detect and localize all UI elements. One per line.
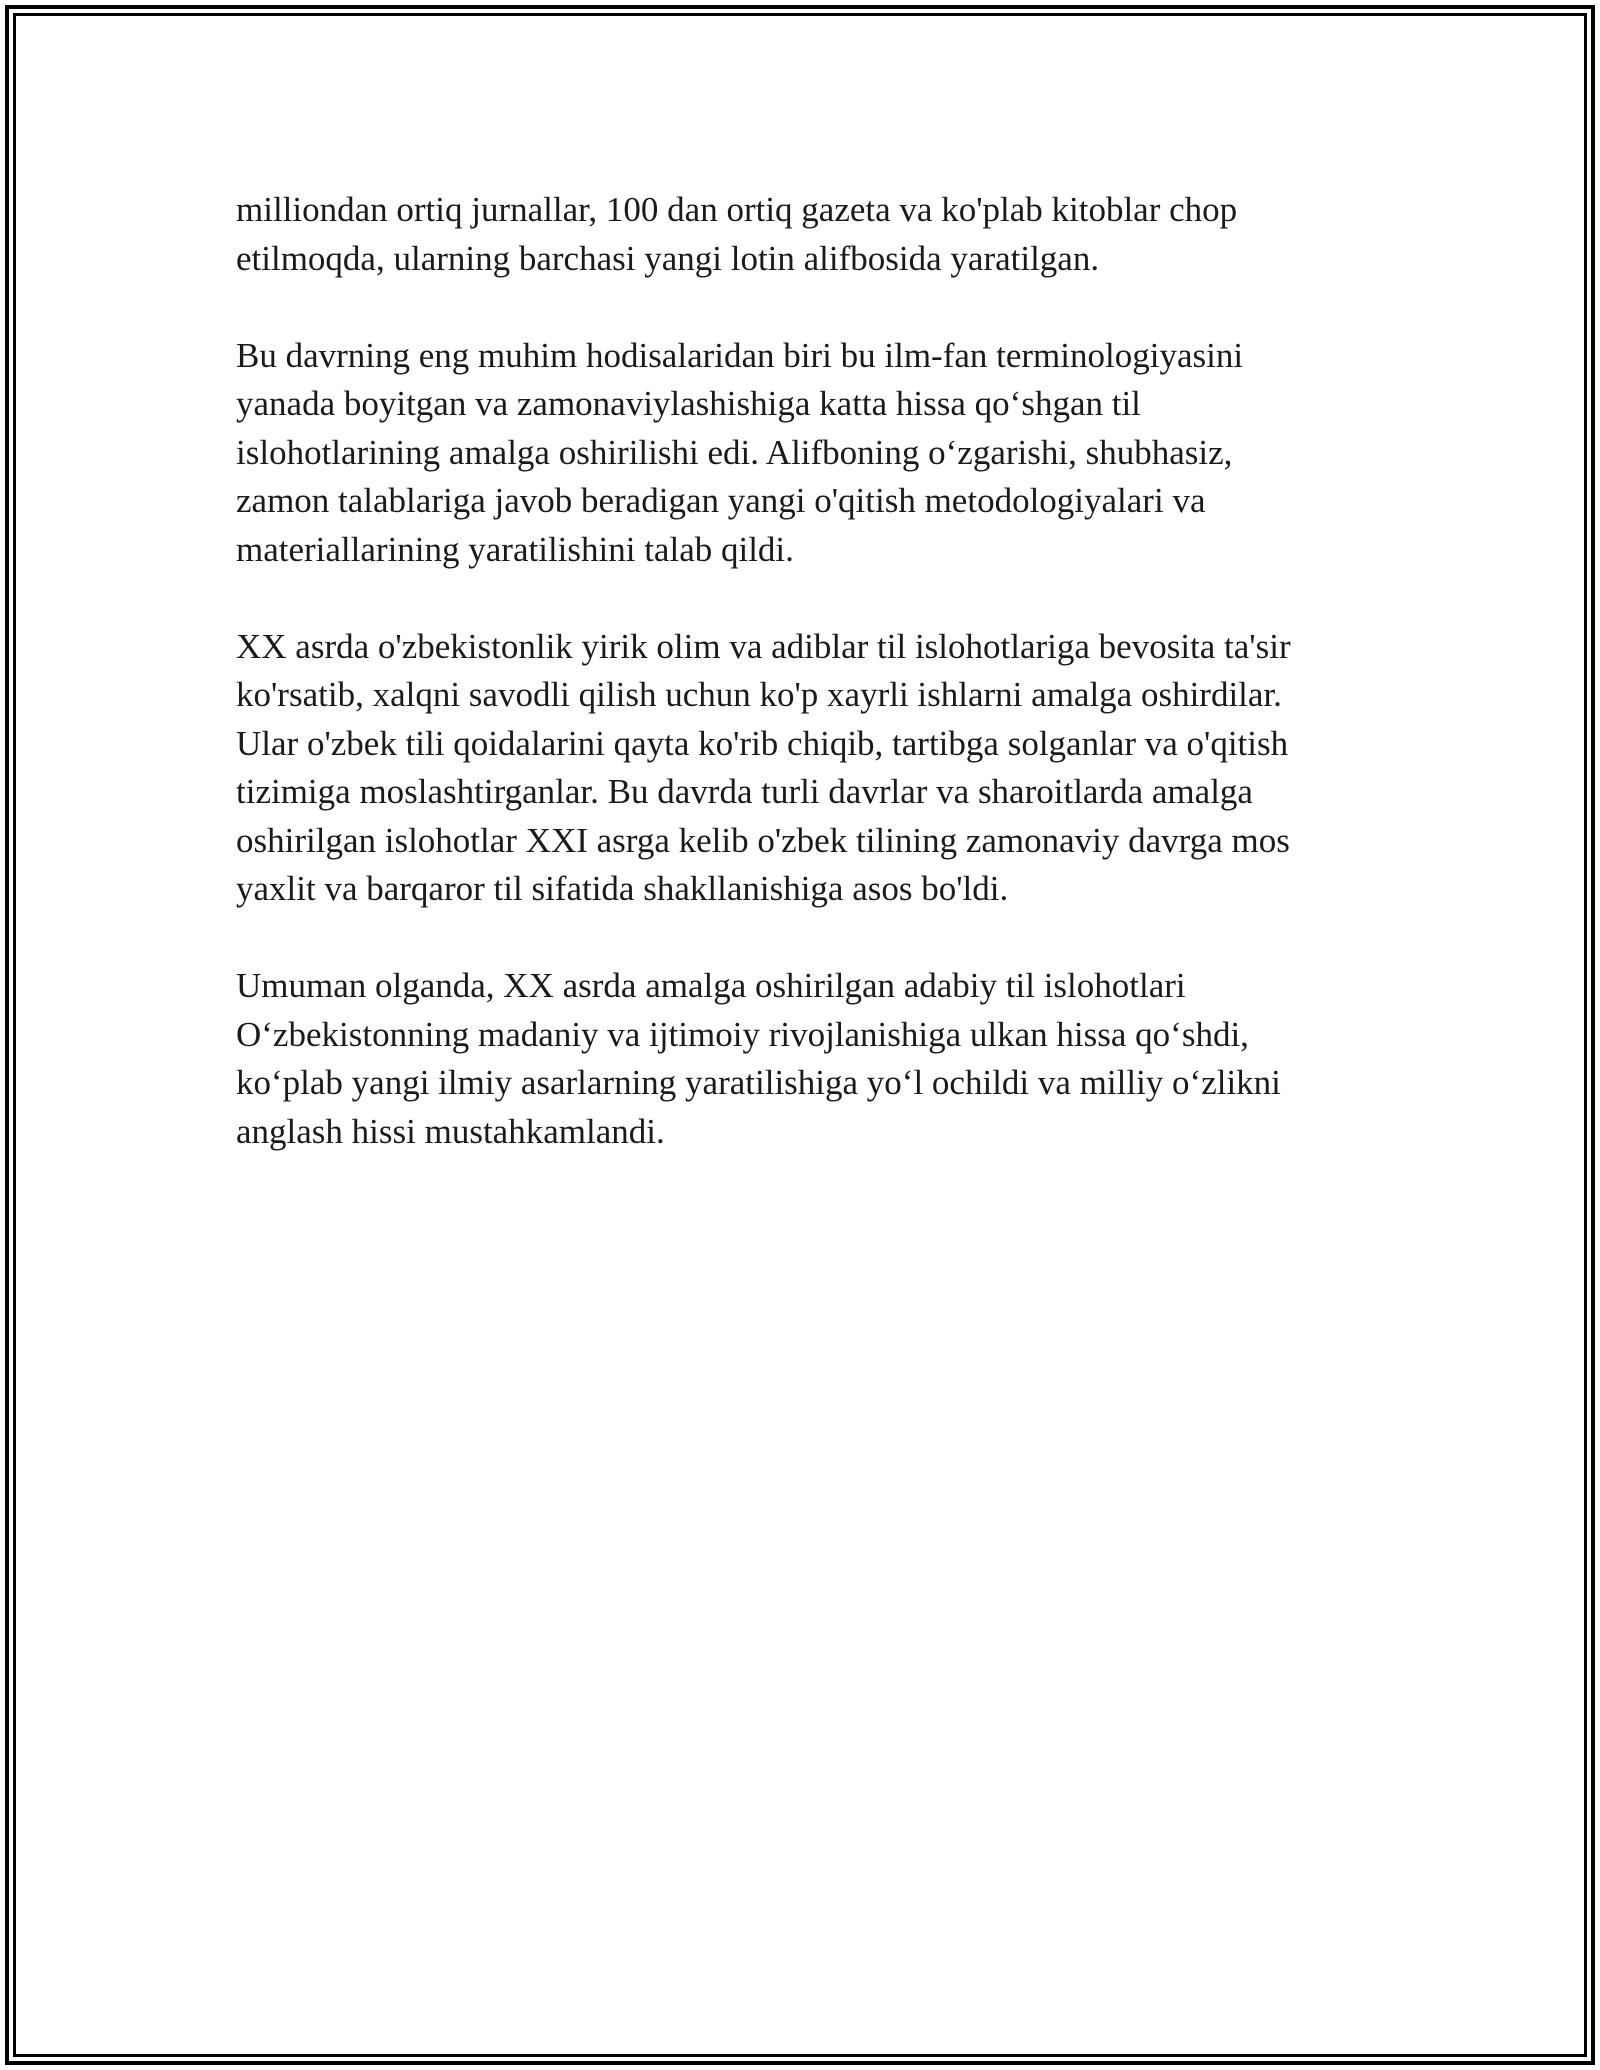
text-line: oshirilgan islohotlar XXI asrga kelib o'zbek tilining zamonaviy davrga mos <box>236 820 1290 860</box>
paragraph-4 <box>236 962 1366 1156</box>
document-body <box>236 186 1366 1205</box>
paragraph-2 <box>236 332 1366 575</box>
text-line: ko‘plab yangi ilmiy asarlarning yaratilishiga yo‘l ochildi va milliy o‘zlikni <box>236 1063 1281 1102</box>
text-line: O‘zbekistonning madaniy va ijtimoiy rivojlanishiga ulkan hissa qo‘shdi, <box>236 1014 1249 1054</box>
text-line: Umuman olganda, XX asrda amalga oshirilgan adabiy til islohotlari <box>236 966 1186 1005</box>
text-line: yaxlit va barqaror til sifatida shakllanishiga asos bo'ldi. <box>236 869 1009 908</box>
paragraph-3 <box>236 623 1366 914</box>
text-line: Bu davrning eng muhim hodisalaridan biri bu ilm-fan terminologiyasini <box>236 335 1244 375</box>
text-line: etilmoqda, ularning barchasi yangi lotin alifbosida yaratilgan. <box>236 238 1100 278</box>
paragraph-1 <box>236 186 1366 283</box>
text-line: XX asrda o'zbekistonlik yirik olim va adiblar til islohotlariga bevosita ta'sir <box>236 626 1291 666</box>
text-line: islohotlarining amalga oshirilishi edi. Alifboning o‘zgarishi, shubhasiz, <box>236 432 1233 472</box>
text-line: anglash hissi mustahkamlandi. <box>236 1111 665 1151</box>
text-line: milliondan ortiq jurnallar, 100 dan ortiq gazeta va ko'plab kitoblar chop <box>236 190 1238 229</box>
text-line: tizimiga moslashtirganlar. Bu davrda turli davrlar va sharoitlarda amalga <box>236 772 1253 811</box>
text-line: yanada boyitgan va zamonaviylashishiga katta hissa qo‘shgan til <box>236 384 1141 423</box>
text-line: materiallarining yaratilishini talab qildi. <box>236 529 794 569</box>
text-line: Ular o'zbek tili qoidalarini qayta ko'rib chiqib, tartibga solganlar va o'qitish <box>236 723 1289 763</box>
text-line: ko'rsatib, xalqni savodli qilish uchun ko'p xayrli ishlarni amalga oshirdilar. <box>236 675 1282 714</box>
text-line: zamon talablariga javob beradigan yangi o'qitish metodologiyalari va <box>236 481 1206 520</box>
